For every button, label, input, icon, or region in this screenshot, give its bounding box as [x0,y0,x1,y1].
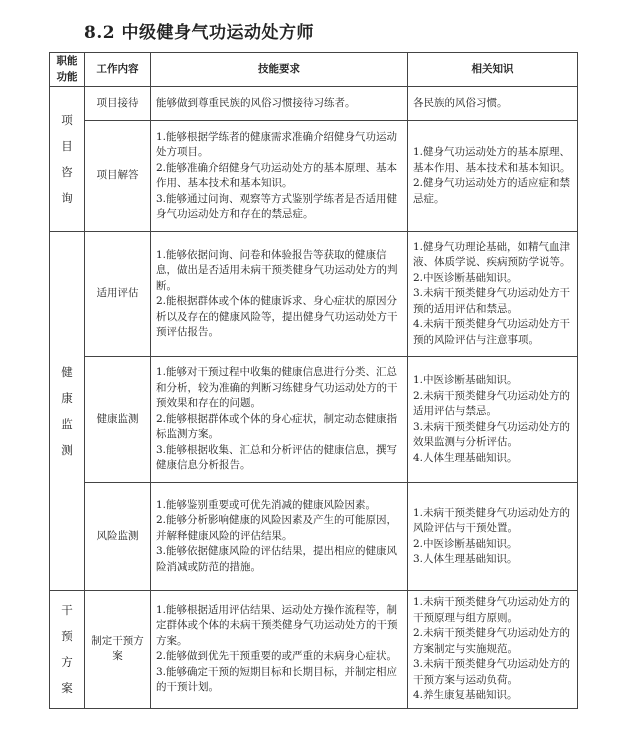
work-cell: 项目解答 [85,121,151,232]
page-title: 8.2 中级健身气功运动处方师 [84,23,314,43]
header-knowledge: 相关知识 [408,53,578,87]
work-cell: 适用评估 [85,232,151,357]
func-cell-monitor: 健康监测 [50,232,85,591]
skill-cell: 1.能够对干预过程中收集的健康信息进行分类、汇总和分析，较为准确的判断习练健身气功运动处方的干预效果和存在的问题。 2.能够根据群体或个体的身心症状，制定动态健康指标监测方案。 3.能够根据收集、汇总和分析评估的健康信息，撰写健康信息分析报告。 [151,357,408,483]
skills-table [49,52,578,709]
knowledge-cell: 1.未病干预类健身气功运动处方的干预原理与组方原则。 2.未病干预类健身气功运动处方的方案制定与实施规范。 3.未病干预类健身气功运动处方的干预方案与运动负荷。 4.养生康复基础知识。 [408,591,578,709]
work-cell: 风险监测 [85,483,151,591]
table-header-row [50,53,578,87]
table-row [50,357,578,483]
skill-cell: 1.能够鉴别重要或可优先消减的健康风险因素。 2.能够分析影响健康的风险因素及产生的可能原因，并解释健康风险的评估结果。 3.能够依据健康风险的评估结果，提出相应的健康风险消减或防范的措施。 [151,483,408,591]
skill-cell: 1.能够根据学练者的健康需求准确介绍健身气功运动处方项目。 2.能够准确介绍健身气功运动处方的基本原理、基本作用、基本技术和基本知识。 3.能够通过问询、观察等方式鉴别学练者是否适用健身气功运动处方和存在的禁忌症。 [151,121,408,232]
func-cell-consult: 项目咨询 [50,87,85,232]
table-row [50,591,578,709]
skill-cell: 1.能够依据问询、问卷和体验报告等获取的健康信息，做出是否适用未病干预类健身气功运动处方的判断。 2.能根据群体或个体的健康诉求、身心症状的原因分析以及存在的健康风险等，提出健身气功运动处方干预评估报告。 [151,232,408,357]
header-skill: 技能要求 [151,53,408,87]
knowledge-cell: 1.未病干预类健身气功运动处方的风险评估与干预处置。 2.中医诊断基础知识。 3.人体生理基础知识。 [408,483,578,591]
header-func: 职能功能 [50,53,85,87]
table-row [50,232,578,357]
work-cell: 健康监测 [85,357,151,483]
knowledge-cell: 1.健身气功运动处方的基本原理、基本作用、基本技术和基本知识。 2.健身气功运动处方的适应症和禁忌症。 [408,121,578,232]
knowledge-cell: 各民族的风俗习惯。 [408,87,578,121]
knowledge-cell: 1.中医诊断基础知识。 2.未病干预类健身气功运动处方的适用评估与禁忌。 3.未病干预类健身气功运动处方的效果监测与分析评估。 4.人体生理基础知识。 [408,357,578,483]
work-cell: 项目接待 [85,87,151,121]
table-row [50,87,578,121]
skill-cell: 1.能够根据适用评估结果、运动处方操作流程等，制定群体或个体的未病干预类健身气功运动处方的干预方案。 2.能够做到优先干预重要的或严重的未病身心症状。 3.能够确定干预的短期目标和长期目标，并制定相应的干预计划。 [151,591,408,709]
knowledge-cell: 1.健身气功理论基础，如精气血津液、体质学说、疾病预防学说等。 2.中医诊断基础知识。 3.未病干预类健身气功运动处方干预的适用评估和禁忌。 4.未病干预类健身气功运动处方干预的风险评估与注意事项。 [408,232,578,357]
work-cell: 制定干预方案 [85,591,151,709]
func-cell-plan: 干预方案 [50,591,85,709]
table-row [50,483,578,591]
skill-cell: 能够做到尊重民族的风俗习惯接待习练者。 [151,87,408,121]
table-row [50,121,578,232]
header-work: 工作内容 [85,53,151,87]
